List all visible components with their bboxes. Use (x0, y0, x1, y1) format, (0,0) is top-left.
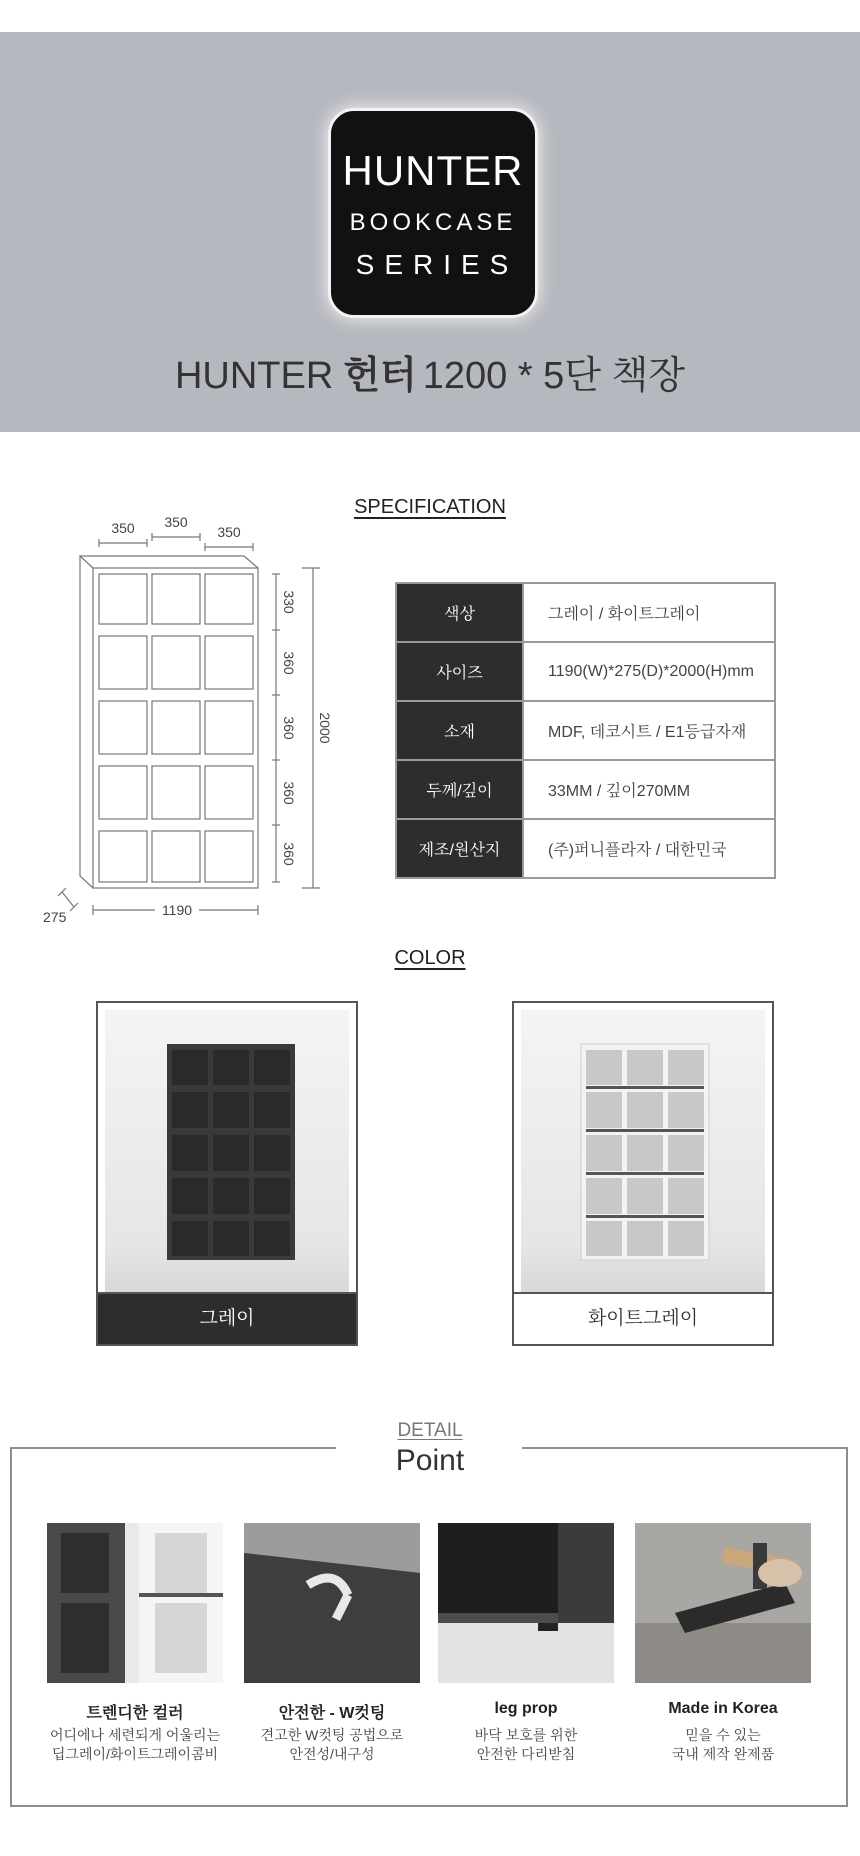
logo-line-hunter: HUNTER (342, 147, 524, 194)
dimension-diagram (40, 515, 350, 935)
detail-big-heading: Point (395, 1444, 465, 1477)
point-desc-4-line1: 믿을 수 있는 (685, 1727, 761, 1743)
color-heading (0, 947, 860, 970)
white-gray-bookcase-photo (521, 1010, 765, 1293)
spec-row (396, 642, 775, 701)
detail-small-heading-text: DETAIL (397, 1420, 463, 1441)
spec-row (396, 760, 775, 819)
bookcase-front-frame (93, 568, 258, 888)
product-title-korean: 헌터 (343, 355, 417, 397)
point-desc-2-line2: 안전성/내구성 (289, 1746, 375, 1762)
point-desc-3-line1: 바닥 보호를 위한 (474, 1727, 578, 1743)
point-desc-3-line2: 안전한 다리받침 (476, 1746, 576, 1762)
spec-value: MDF, 데코시트 / E1등급자재 (523, 701, 775, 760)
point-image-leg-prop (438, 1523, 614, 1683)
point-desc-4 (623, 1726, 823, 1764)
detail-small-heading (0, 1420, 860, 1442)
point-desc-4-line2: 국내 제작 완제품 (671, 1746, 775, 1762)
point-image-made-in-korea (635, 1523, 811, 1683)
dim-total-width: 1190 (161, 902, 193, 918)
product-title-brand: HUNTER (174, 355, 334, 397)
color-option-gray[interactable] (96, 1001, 358, 1346)
spec-table (395, 582, 776, 879)
point-desc-1-line2: 딥그레이/화이트그레이콤비 (51, 1746, 219, 1762)
logo-line-series: SERIES (355, 249, 519, 280)
spec-key: 제조/원산지 (396, 819, 523, 878)
point-desc-1-line1: 어디에나 세련되게 어울리는 (49, 1727, 221, 1743)
bookcase-cells (99, 574, 253, 882)
point-title-1: 트렌디한 컬러 (86, 1705, 184, 1722)
point-title-4: Made in Korea (668, 1700, 778, 1717)
spec-value: 그레이 / 화이트그레이 (523, 583, 775, 642)
point-title-2: 안전한 - W컷팅 (278, 1705, 386, 1722)
color-heading-text: COLOR (394, 947, 466, 969)
product-title-model: 1200 * 5단 책장 (422, 355, 685, 397)
logo-line-bookcase: BOOKCASE (349, 209, 517, 236)
color-label-gray: 그레이 (98, 1292, 356, 1344)
spec-key: 두께/깊이 (396, 760, 523, 819)
dim-total-height: 2000 (317, 712, 333, 744)
spec-key: 색상 (396, 583, 523, 642)
dim-width-2: 350 (164, 515, 188, 530)
brand-logo (328, 108, 538, 318)
dim-row-5: 360 (281, 842, 297, 866)
point-desc-2 (232, 1726, 432, 1764)
spec-value: 1190(W)*275(D)*2000(H)mm (523, 642, 775, 701)
point-desc-3 (426, 1726, 626, 1764)
spec-row (396, 819, 775, 878)
point-desc-1 (35, 1726, 235, 1764)
color-option-white-gray[interactable] (512, 1001, 774, 1346)
spec-row (396, 583, 775, 642)
color-label-white-gray: 화이트그레이 (514, 1292, 772, 1344)
dim-width-3: 350 (217, 524, 241, 540)
spec-value: (주)퍼니플라자 / 대한민국 (523, 819, 775, 878)
dim-row-4: 360 (281, 781, 297, 805)
spec-key: 소재 (396, 701, 523, 760)
dim-row-3: 360 (281, 716, 297, 740)
spec-key: 사이즈 (396, 642, 523, 701)
product-title (0, 344, 860, 399)
dim-depth: 275 (43, 909, 67, 925)
point-image-w-cutting (244, 1523, 420, 1683)
spec-value: 33MM / 깊이270MM (523, 760, 775, 819)
spec-row (396, 701, 775, 760)
specification-heading-text: SPECIFICATION (354, 496, 506, 518)
hero-banner (0, 32, 860, 432)
point-image-trendy-color (47, 1523, 223, 1683)
point-title-3: leg prop (494, 1700, 558, 1717)
point-desc-2-line1: 견고한 W컷팅 공법으로 (260, 1727, 404, 1743)
dim-row-2: 360 (281, 651, 297, 675)
gray-bookcase-photo (105, 1010, 349, 1293)
dim-width-1: 350 (111, 520, 135, 536)
dim-row-1: 330 (281, 590, 297, 614)
bookcase-side (80, 556, 93, 888)
